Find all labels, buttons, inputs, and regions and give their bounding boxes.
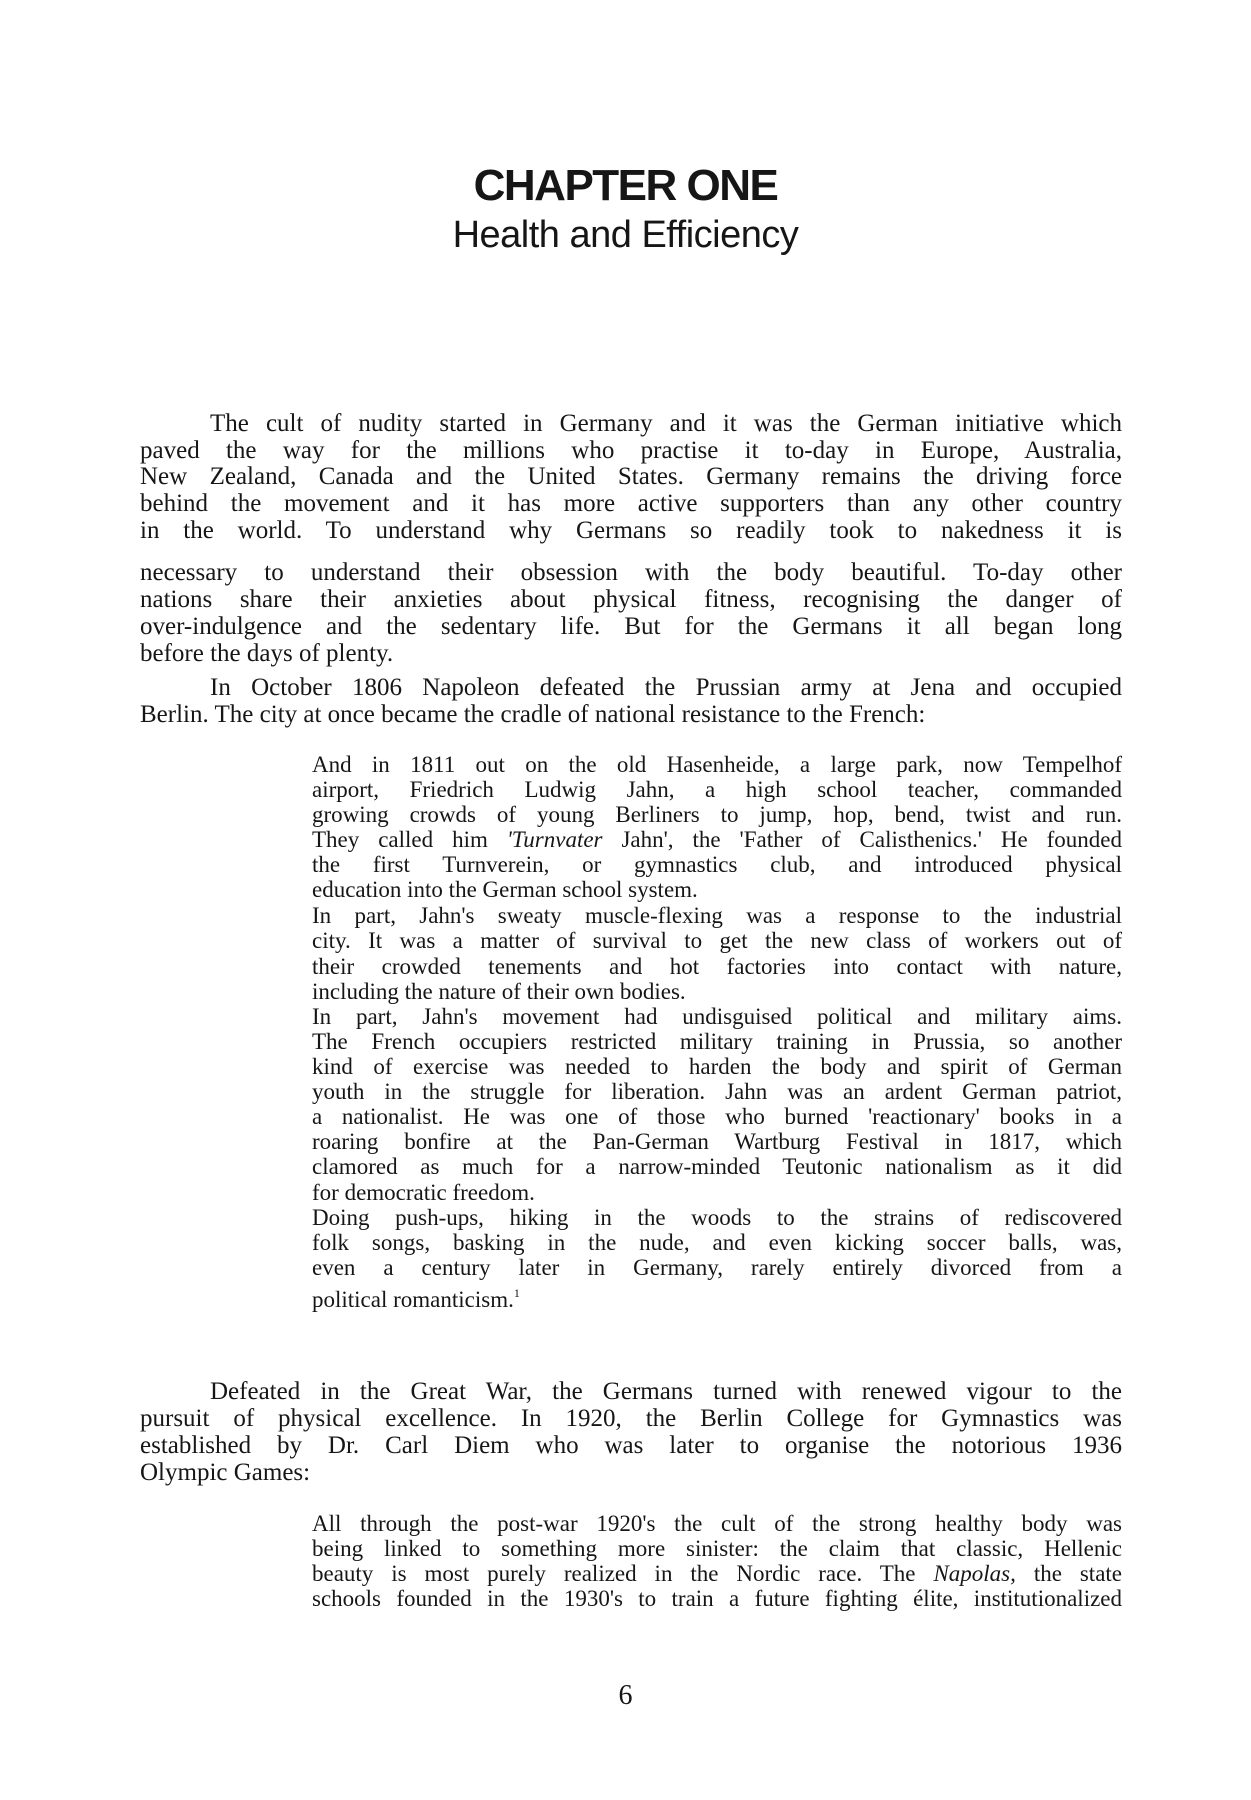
text-line: in the world. To understand why Germans so readily took to nakedness it is xyxy=(140,517,1122,544)
chapter-heading xyxy=(0,160,1251,258)
quote-line xyxy=(312,827,1122,852)
quote-text: beauty is most purely realized in the Nordic race. The xyxy=(312,1561,934,1586)
text-line: nations share their anxieties about physical fitness, recognising the danger of xyxy=(140,586,1122,613)
footnote-marker[interactable]: 1 xyxy=(513,1286,520,1300)
chapter-title: Health and Efficiency xyxy=(452,214,799,256)
quote-line: kind of exercise was needed to harden the body and spirit of German xyxy=(312,1054,1122,1079)
quote-line: growing crowds of young Berliners to jump, hop, bend, twist and run. xyxy=(312,802,1122,827)
quote-line: their crowded tenements and hot factories into contact with nature, xyxy=(312,954,1122,979)
text-line: established by Dr. Carl Diem who was later to organise the notorious 1936 xyxy=(140,1432,1122,1459)
quote-line: the first Turnverein, or gymnastics club, and introduced physical xyxy=(312,852,1122,877)
quote-line: youth in the struggle for liberation. Jahn was an ardent German patriot, xyxy=(312,1079,1122,1104)
quote-text: the state xyxy=(1015,1561,1122,1586)
quote-line: And in 1811 out on the old Hasenheide, a large park, now Tempelhof xyxy=(312,752,1122,777)
text-line: Olympic Games: xyxy=(140,1459,311,1486)
text-line: pursuit of physical excellence. In 1920, the Berlin College for Gymnastics was xyxy=(140,1405,1122,1432)
text-line: before the days of plenty. xyxy=(140,640,394,667)
text-line: Berlin. The city at once became the cradle of national resistance to the French: xyxy=(140,701,926,728)
chapter-label: CHAPTER ONE xyxy=(473,161,778,210)
quote-line xyxy=(312,1561,1122,1586)
quote-line: for democratic freedom. xyxy=(312,1180,535,1205)
quote-line: clamored as much for a narrow-minded Teutonic nationalism as it did xyxy=(312,1154,1122,1179)
text-line: paved the way for the millions who practise it to-day in Europe, Australia, xyxy=(140,437,1122,464)
quote-line: The French occupiers restricted military training in Prussia, so another xyxy=(312,1029,1122,1054)
quote-line: city. It was a matter of survival to get the new class of workers out of xyxy=(312,928,1122,953)
quote-italic-term: Napolas, xyxy=(933,1561,1016,1586)
quote-text: Jahn', the 'Father of Calisthenics.' He founded xyxy=(602,827,1122,852)
text-line: The cult of nudity started in Germany and it was the German initiative which xyxy=(210,410,1122,437)
text-line: over-indulgence and the sedentary life. But for the Germans it all began long xyxy=(140,613,1122,640)
text-line: necessary to understand their obsession with the body beautiful. To-day other xyxy=(140,559,1122,586)
quote-line: including the nature of their own bodies. xyxy=(312,979,686,1004)
quote-text: political romanticism. xyxy=(312,1287,514,1312)
quote-line: In part, Jahn's sweaty muscle-flexing was a response to the industrial xyxy=(312,903,1122,928)
quote-line: even a century later in Germany, rarely entirely divorced from a xyxy=(312,1255,1122,1280)
quote-line: All through the post-war 1920's the cult of the strong healthy body was xyxy=(312,1511,1122,1536)
quote-text: They called him xyxy=(312,827,507,852)
quote-line: In part, Jahn's movement had undisguised political and military aims. xyxy=(312,1004,1122,1029)
text-line: New Zealand, Canada and the United States. Germany remains the driving force xyxy=(140,463,1122,490)
quote-line: schools founded in the 1930's to train a future fighting élite, institutionalized xyxy=(312,1586,1122,1611)
quote-line: a nationalist. He was one of those who burned 'reactionary' books in a xyxy=(312,1104,1122,1129)
quote-line: airport, Friedrich Ludwig Jahn, a high school teacher, commanded xyxy=(312,777,1122,802)
page-number: 6 xyxy=(618,1680,633,1711)
quote-line: folk songs, basking in the nude, and even kicking soccer balls, was, xyxy=(312,1230,1122,1255)
quote-line: roaring bonfire at the Pan-German Wartburg Festival in 1817, which xyxy=(312,1129,1122,1154)
text-line: behind the movement and it has more active supporters than any other country xyxy=(140,490,1122,517)
quote-line: being linked to something more sinister: the claim that classic, Hellenic xyxy=(312,1536,1122,1561)
quote-line: Doing push-ups, hiking in the woods to the strains of rediscovered xyxy=(312,1205,1122,1230)
text-line: Defeated in the Great War, the Germans turned with renewed vigour to the xyxy=(210,1378,1122,1405)
text-line: In October 1806 Napoleon defeated the Prussian army at Jena and occupied xyxy=(210,674,1122,701)
quote-line xyxy=(312,1281,520,1312)
quote-line: education into the German school system. xyxy=(312,877,698,902)
quote-italic-term: 'Turnvater xyxy=(506,827,603,852)
